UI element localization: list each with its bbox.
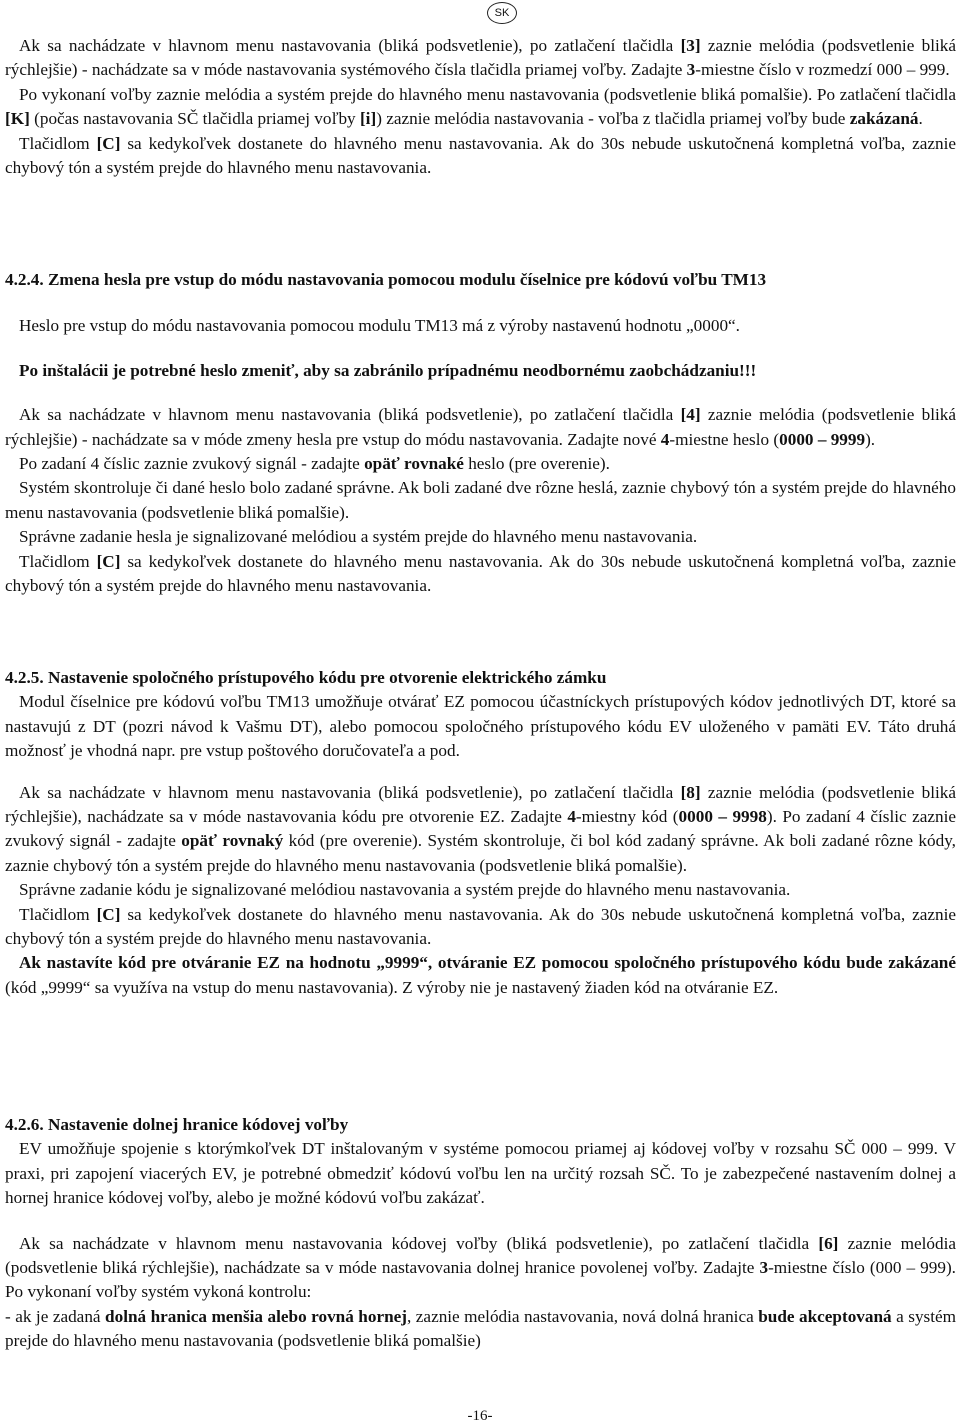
- intro-section: [5, 34, 956, 180]
- paragraph: Ak sa nachádzate v hlavnom menu nastavovania (bliká podsvetlenie), po zatlačení tlačidla [3] zaznie melódia (podsvetlenie bliká rýchlejšie) - nachádzate sa v móde nastavovania systémového čísla tlačidla priamej voľby. Zadajte 3-miestne číslo v rozmedzí 000 – 999.: [5, 36, 956, 80]
- warning-text: Po inštalácii je potrebné heslo zmeniť, aby sa zabránilo prípadnému neodbornému zaobchádzaniu!!!: [19, 360, 757, 380]
- section-4-2-6: [5, 1113, 956, 1354]
- paragraph: Správne zadanie kódu je signalizované melódiou nastavovania a systém prejde do hlavného menu nastavovania.: [19, 880, 791, 900]
- section-4-2-4: [5, 268, 956, 598]
- paragraph: Ak sa nachádzate v hlavnom menu nastavovania (bliká podsvetlenie), po zatlačení tlačidla [8] zaznie melódia (podsvetlenie bliká rýchlejšie), nachádzate sa v móde nastavovania kódu pre otvorenie EZ. Zadajte 4-miestny kód (0000 – 9998). Po zadaní 4 číslic zaznie zvukový signál - zadajte opäť rovnaký kód (pre overenie). Systém skontroluje, či bol kód zadaný správne. Ak boli zadané rôzne kódy, zaznie chybový tón a systém prejde do hlavného menu nastavovania (podsvetlenie bliká pomalšie).: [5, 782, 957, 875]
- paragraph: Tlačidlom [C] sa kedykoľvek dostanete do hlavného menu nastavovania. Ak do 30s nebude uskutočnená kompletná voľba, zaznie chybový tón a systém prejde do hlavného menu nastavovania.: [5, 904, 956, 949]
- paragraph: Ak sa nachádzate v hlavnom menu nastavovania (bliká podsvetlenie), po zatlačení tlačidla [4] zaznie melódia (podsvetlenie bliká rýchlejšie) - nachádzate sa v móde zmeny hesla pre vstup do módu nastavovania. Zadajte nové 4-miestne heslo (0000 – 9999).: [5, 405, 956, 449]
- section-heading: 4.2.4. Zmena hesla pre vstup do módu nastavovania pomocou modulu číselnice pre kódovú voľbu TM13: [5, 270, 767, 289]
- paragraph: Tlačidlom [C] sa kedykoľvek dostanete do hlavného menu nastavovania. Ak do 30s nebude uskutočnená kompletná voľba, zaznie chybový tón a systém prejde do hlavného menu nastavovania.: [5, 133, 956, 178]
- section-4-2-5: [5, 666, 956, 1000]
- paragraph: Systém skontroluje či dané heslo bolo zadané správne. Ak boli zadané dve rôzne heslá, zaznie chybový tón a systém prejde do hlavného menu nastavovania (podsvetlenie bliká pomalšie).: [5, 478, 956, 522]
- paragraph: Správne zadanie hesla je signalizované melódiou a systém prejde do hlavného menu nastavovania.: [19, 527, 698, 547]
- page-number: -16-: [467, 1408, 493, 1424]
- paragraph: Heslo pre vstup do módu nastavovania pomocou modulu TM13 má z výroby nastavenú hodnotu „0000“.: [19, 316, 740, 336]
- paragraph: Ak sa nachádzate v hlavnom menu nastavovania kódovej voľby (bliká podsvetlenie), po zatlačení tlačidla [6] zaznie melódia (podsvetlenie bliká rýchlejšie), nachádzate sa v móde nastavovania dolnej hranice povolenej voľby. Zadajte 3-miestne číslo (000 – 999). Po vykonaní voľby systém vykoná kontrolu:: [5, 1233, 956, 1302]
- paragraph: EV umožňuje spojenie s ktorýmkoľvek DT inštalovaným v systéme pomocou priamej aj kódovej voľby v rozsahu SČ 000 – 999. V praxi, pri zapojení viacerých EV, je potrebné obmedziť kódovú voľbu len na určitý rozsah SČ. To je zabezpečené nastavením dolnej a hornej hranice kódovej voľby, alebo je možné kódovú voľbu zakázať.: [5, 1139, 956, 1208]
- language-badge: SK: [487, 2, 517, 24]
- paragraph: Po zadaní 4 číslic zaznie zvukový signál - zadajte opäť rovnaké heslo (pre overenie).: [19, 454, 610, 474]
- paragraph: Po vykonaní voľby zaznie melódia a systém prejde do hlavného menu nastavovania (podsvetlenie bliká pomalšie). Po zatlačení tlačidla [K] (počas nastavovania SČ tlačidla priamej voľby [i]) zaznie melódia nastavovania - voľba z tlačidla priamej voľby bude zakázaná.: [5, 84, 957, 129]
- section-heading: 4.2.6. Nastavenie dolnej hranice kódovej voľby: [5, 1115, 349, 1134]
- paragraph: Modul číselnice pre kódovú voľbu TM13 umožňuje otvárať EZ pomocou účastníckych prístupových kódov jednotlivých DT, ktoré sa nastavujú z DT (pozri návod k Vašmu DT), alebo pomocou spoločného prístupového kódu EV uloženého v pamäti EV. Táto druhá možnosť je vhodná napr. pre vstup poštového doručovateľa a pod.: [5, 692, 956, 761]
- paragraph: Tlačidlom [C] sa kedykoľvek dostanete do hlavného menu nastavovania. Ak do 30s nebude uskutočnená kompletná voľba, zaznie chybový tón a systém prejde do hlavného menu nastavovania.: [5, 551, 956, 596]
- section-heading: 4.2.5. Nastavenie spoločného prístupového kódu pre otvorenie elektrického zámku: [5, 668, 607, 687]
- list-item: - ak je zadaná dolná hranica menšia alebo rovná hornej, zaznie melódia nastavovania, nová dolná hranica bude akceptovaná a systém prejde do hlavného menu nastavovania (podsvetlenie bliká pomalšie): [5, 1306, 957, 1351]
- paragraph: Ak nastavíte kód pre otváranie EZ na hodnotu „9999“, otváranie EZ pomocou spoločného prístupového kódu bude zakázané (kód „9999“ sa využíva na vstup do menu nastavovania). Z výroby nie je nastavený žiaden kód na otváranie EZ.: [5, 953, 956, 997]
